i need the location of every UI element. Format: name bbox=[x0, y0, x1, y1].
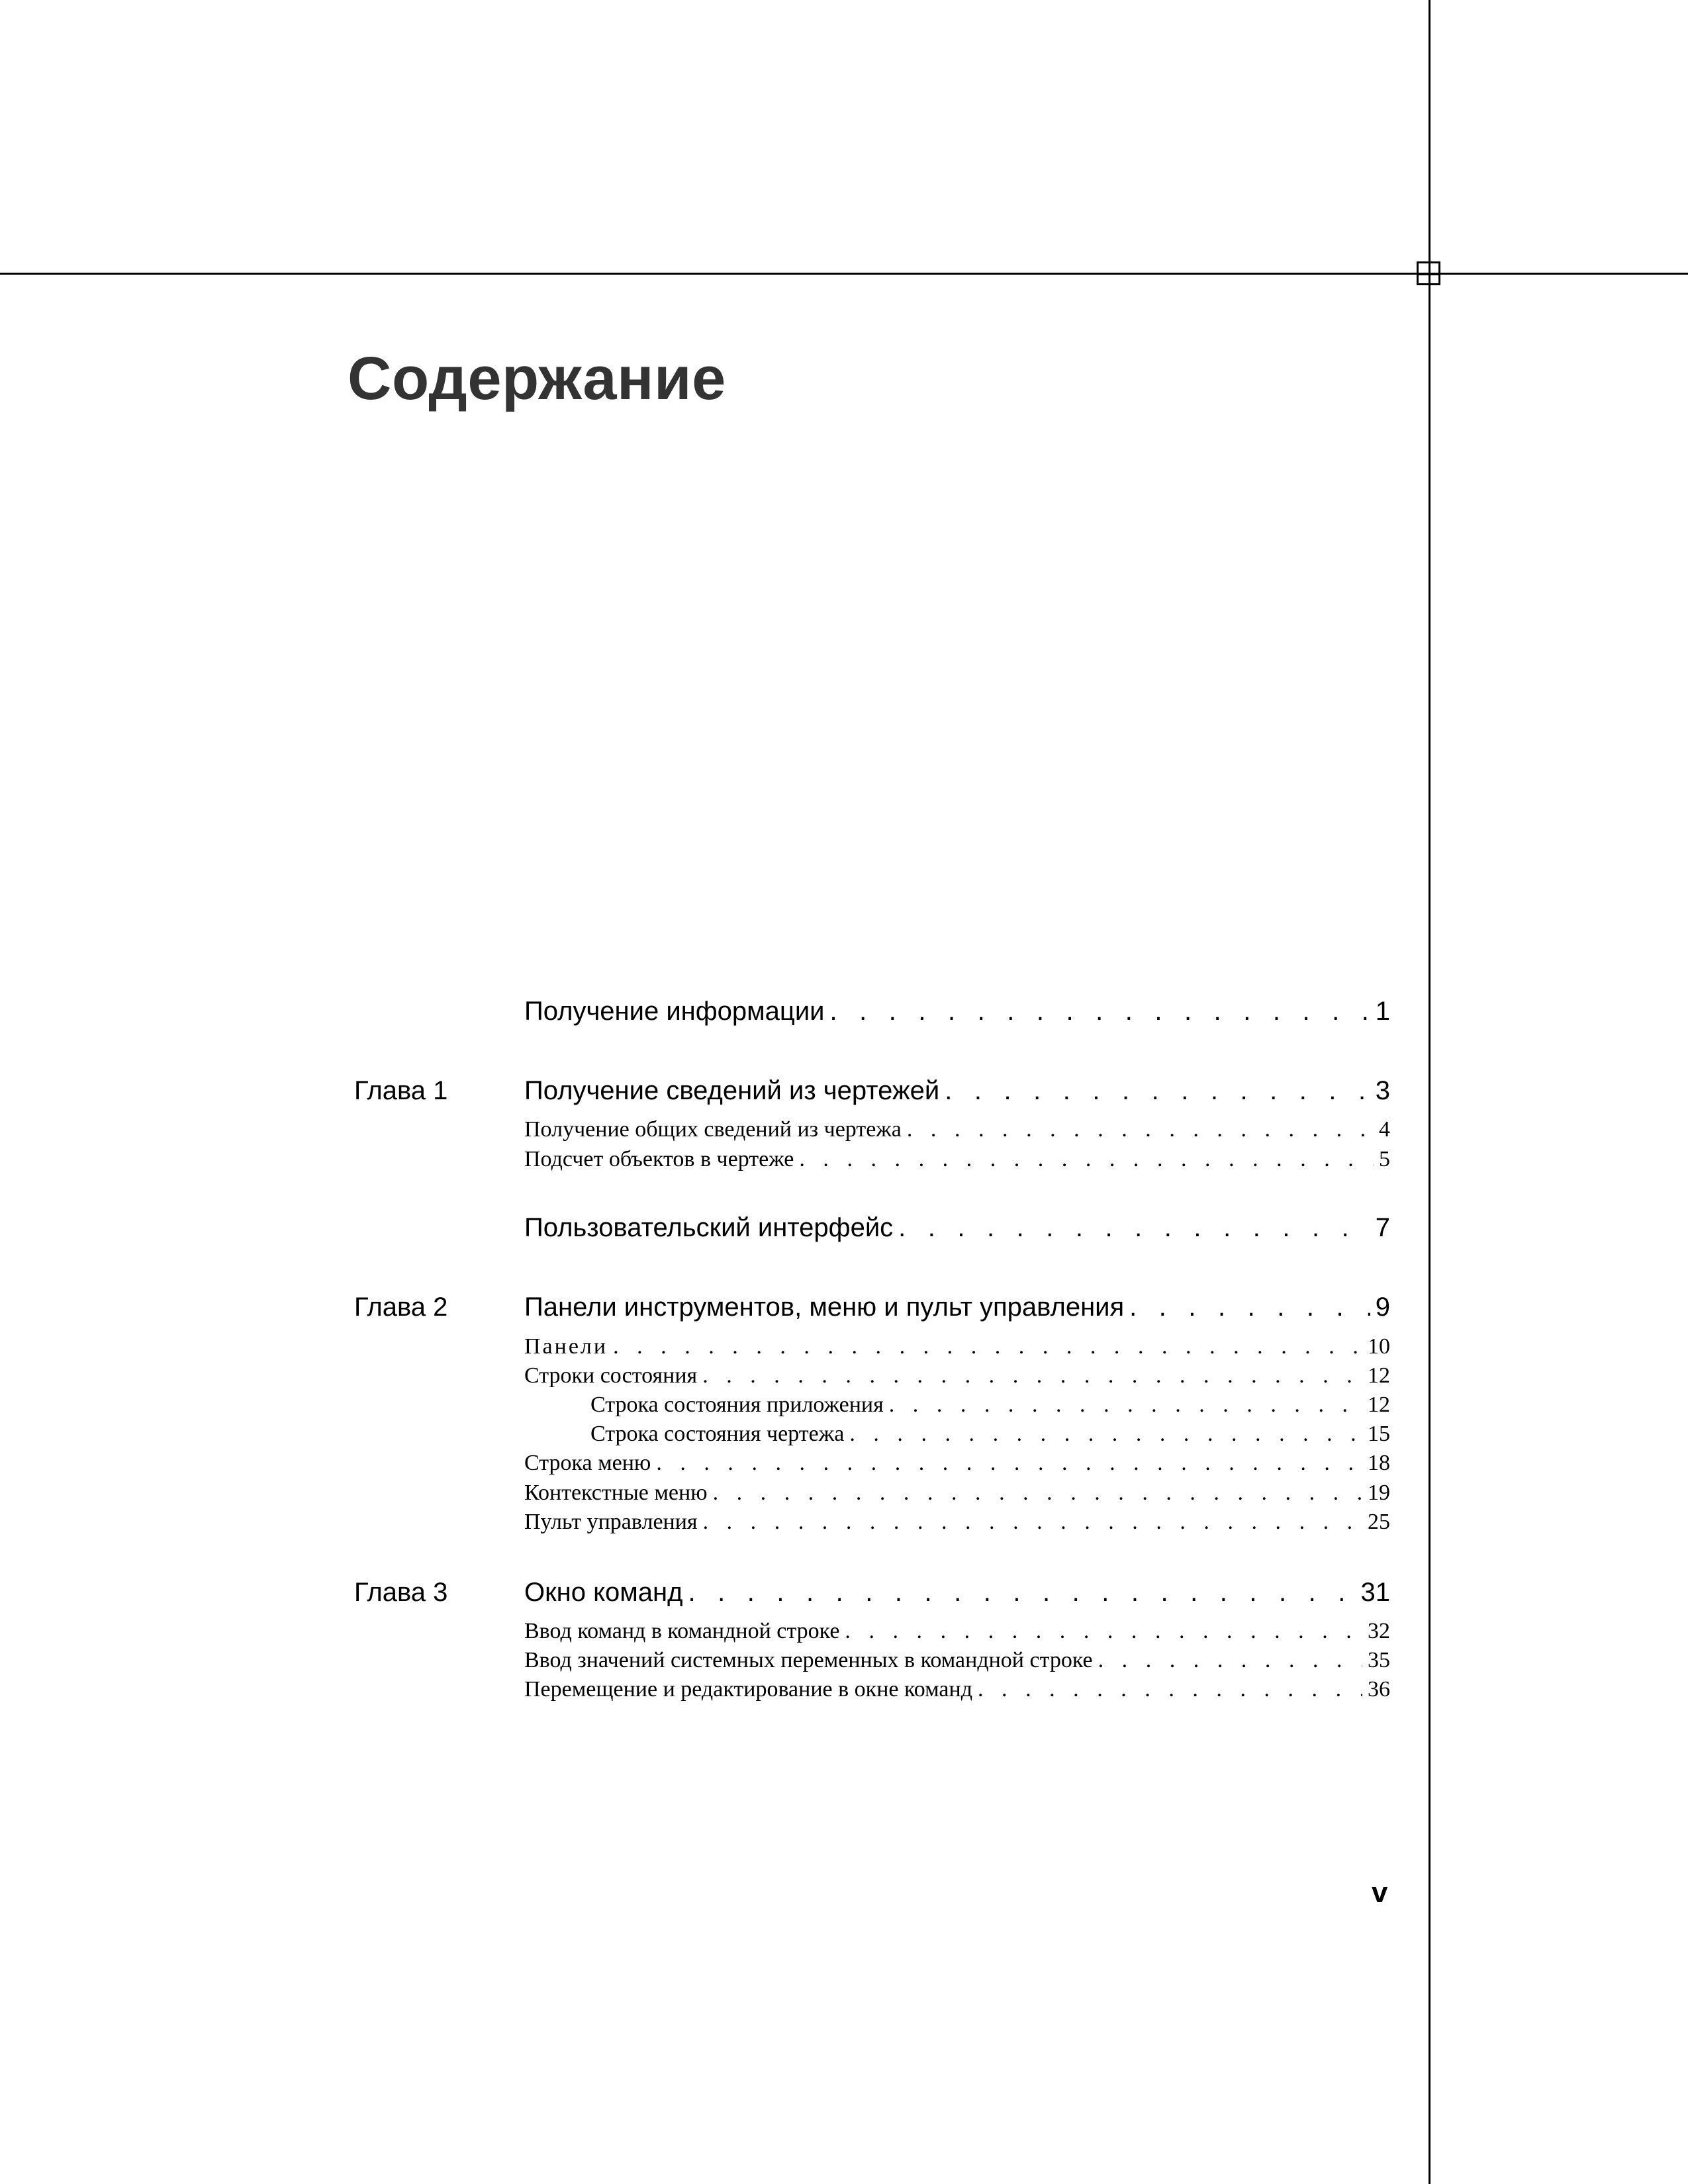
toc-entry-label: Окно команд bbox=[524, 1578, 683, 1607]
toc-section-entry[interactable] bbox=[524, 1677, 1390, 1702]
toc-leader-dots bbox=[1129, 1293, 1370, 1322]
toc-section-entry[interactable] bbox=[524, 1451, 1390, 1476]
toc-chapter-entry[interactable] bbox=[524, 1293, 1390, 1322]
toc-leader-dots bbox=[703, 1510, 1362, 1535]
toc-entry-label: Подсчет объектов в чертеже bbox=[524, 1147, 794, 1171]
toc-leader-dots bbox=[845, 1619, 1362, 1644]
toc-entry-label: Перемещение и редактирование в окне команд bbox=[524, 1677, 972, 1702]
chapter-label: Глава 3 bbox=[354, 1578, 448, 1607]
toc-section-entry[interactable] bbox=[524, 1147, 1390, 1172]
toc-part-entry[interactable] bbox=[524, 1213, 1390, 1243]
chapter-label: Глава 1 bbox=[354, 1076, 448, 1105]
registration-mark-icon bbox=[1417, 261, 1440, 285]
toc-entry-label: Строка меню bbox=[524, 1451, 651, 1475]
toc-subsection-entry[interactable] bbox=[590, 1392, 1390, 1418]
toc-entry-page: 7 bbox=[1375, 1213, 1390, 1242]
toc-leader-dots bbox=[978, 1677, 1362, 1702]
toc-entry-page: 36 bbox=[1368, 1677, 1390, 1702]
chapter-label: Глава 2 bbox=[354, 1293, 448, 1322]
toc-entry-page: 10 bbox=[1368, 1334, 1390, 1359]
toc-leader-dots bbox=[1098, 1648, 1362, 1673]
toc-section-entry[interactable] bbox=[524, 1363, 1390, 1388]
toc-leader-dots bbox=[688, 1578, 1355, 1608]
toc-entry-label: Панели инструментов, меню и пульт управления bbox=[524, 1293, 1125, 1322]
toc-section-entry[interactable] bbox=[524, 1619, 1390, 1644]
toc-entry-label: Строки состояния bbox=[524, 1363, 698, 1388]
toc-entry-label: Строка состояния приложения bbox=[590, 1392, 884, 1417]
toc-entry-page: 31 bbox=[1360, 1578, 1390, 1607]
toc-leader-dots bbox=[945, 1076, 1370, 1106]
toc-entry-page: 5 bbox=[1379, 1147, 1390, 1171]
toc-part-entry[interactable] bbox=[524, 997, 1390, 1026]
toc-entry-page: 4 bbox=[1379, 1117, 1390, 1142]
toc-leader-dots bbox=[889, 1392, 1362, 1418]
toc-section-entry[interactable] bbox=[524, 1334, 1390, 1359]
toc-leader-dots bbox=[656, 1451, 1362, 1476]
toc-entry-label: Получение информации bbox=[524, 997, 825, 1026]
toc-entry-page: 12 bbox=[1368, 1363, 1390, 1388]
toc-entry-label: Контекстные меню bbox=[524, 1480, 708, 1505]
toc-chapter-entry[interactable] bbox=[524, 1076, 1390, 1106]
toc-entry-page: 18 bbox=[1368, 1451, 1390, 1475]
toc-leader-dots bbox=[907, 1117, 1374, 1142]
toc-entry-label: Получение общих сведений из чертежа bbox=[524, 1117, 902, 1142]
toc-entry-page: 12 bbox=[1368, 1392, 1390, 1417]
toc-leader-dots bbox=[713, 1480, 1362, 1506]
toc-entry-label: Панели bbox=[524, 1334, 608, 1359]
crop-line-vertical bbox=[1429, 0, 1430, 2184]
toc-leader-dots bbox=[830, 997, 1370, 1026]
toc-entry-label: Ввод значений системных переменных в командной строке bbox=[524, 1648, 1093, 1672]
toc-entry-page: 1 bbox=[1375, 997, 1390, 1026]
toc-entry-page: 3 bbox=[1375, 1076, 1390, 1105]
toc-chapter-entry[interactable] bbox=[524, 1578, 1390, 1608]
toc-entry-page: 19 bbox=[1368, 1480, 1390, 1505]
toc-section-entry[interactable] bbox=[524, 1648, 1390, 1673]
toc-section-entry[interactable] bbox=[524, 1510, 1390, 1535]
toc-entry-label: Получение сведений из чертежей bbox=[524, 1076, 940, 1105]
page-number: v bbox=[1372, 1876, 1388, 1909]
toc-section-entry[interactable] bbox=[524, 1117, 1390, 1142]
toc-leader-dots bbox=[849, 1422, 1362, 1447]
toc-entry-page: 9 bbox=[1375, 1293, 1390, 1322]
toc-leader-dots bbox=[613, 1334, 1362, 1359]
toc-leader-dots bbox=[898, 1213, 1370, 1243]
toc-entry-page: 25 bbox=[1368, 1510, 1390, 1534]
toc-leader-dots bbox=[702, 1363, 1362, 1388]
toc-entry-page: 15 bbox=[1368, 1422, 1390, 1446]
toc-entry-label: Строка состояния чертежа bbox=[590, 1422, 845, 1446]
toc-entry-label: Ввод команд в командной строке bbox=[524, 1619, 840, 1643]
page-title: Содержание bbox=[348, 345, 726, 412]
toc-section-entry[interactable] bbox=[524, 1480, 1390, 1506]
toc-leader-dots bbox=[799, 1147, 1374, 1172]
toc-entry-label: Пользовательский интерфейс bbox=[524, 1213, 894, 1242]
toc-entry-page: 32 bbox=[1368, 1619, 1390, 1643]
toc-subsection-entry[interactable] bbox=[590, 1422, 1390, 1447]
toc-entry-page: 35 bbox=[1368, 1648, 1390, 1672]
toc-entry-label: Пульт управления bbox=[524, 1510, 698, 1534]
